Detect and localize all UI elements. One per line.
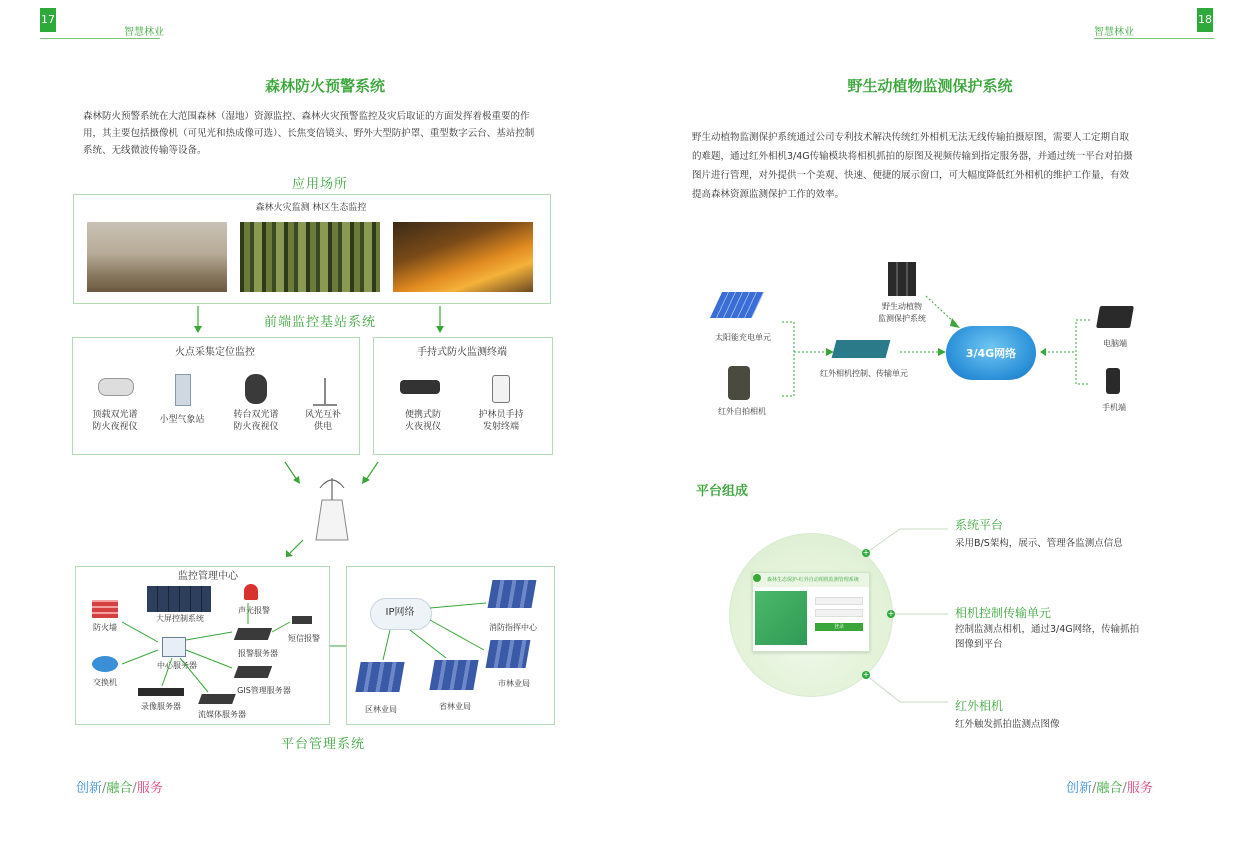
right-title: 野生动植物监测保护系统 <box>847 77 1013 95</box>
screen-logo-icon <box>753 574 761 582</box>
screen-login-button: 登录 <box>815 623 863 631</box>
platform-item-desc-line: 图像到平台 <box>955 639 1003 650</box>
platform-item-desc: 红外触发抓拍监测点图像 <box>955 719 1060 730</box>
ip-network-label: IP网络 <box>385 607 415 618</box>
left-intro-line: 用，其主要包括摄像机（可见光和热成像可选）、长焦变倍镜头、野外大型防护罩、重型数字云台、基站控制 <box>83 128 535 139</box>
device-label: 顶载双光谱 防火夜视仪 <box>92 410 138 432</box>
stream-server-icon <box>198 694 236 704</box>
right-intro-line: 图片进行管理，对外提供一个美观、快速、便捷的展示窗口，可大幅度降低红外相机的维护工作量，有效 <box>692 170 1130 181</box>
handheld-title: 手持式防火监测终端 <box>417 347 507 358</box>
footer-sep: / <box>1122 781 1127 796</box>
left-intro-line: 系统、无线微波传输等设备。 <box>83 145 207 156</box>
right-intro-line: 野生动植物监测保护系统通过公司专利技术解决传统红外相机无法无线传输拍摄原图，需要人工定期自取 <box>692 132 1130 143</box>
recorder-label: 录像服务器 <box>141 702 181 711</box>
dual-spectrum-camera-icon <box>98 378 134 396</box>
left-title: 森林防火预警系统 <box>264 77 385 95</box>
fire-smoke-photo <box>87 222 227 292</box>
solar-label: 太阳能充电单元 <box>715 333 771 342</box>
device-label: 转台双光谱 防火夜视仪 <box>233 410 279 432</box>
portable-night-vision-icon <box>400 380 440 394</box>
device-label: 风光互补 供电 <box>304 410 341 432</box>
footer-word-fusion: 融合 <box>106 781 133 796</box>
switch-label: 交换机 <box>93 678 117 687</box>
front-station-title: 前端监控基站系统 <box>263 315 376 330</box>
footer-sep: / <box>1092 781 1097 796</box>
footer-left <box>76 777 163 796</box>
platform-item-desc <box>955 622 1139 652</box>
center-server-label: 中心服务器 <box>157 661 197 670</box>
camera-label: 红外自拍相机 <box>718 407 766 416</box>
platform-item-name: 红外相机 <box>955 699 1004 713</box>
bigscreen-label: 大屏控制系统 <box>156 614 204 623</box>
footer-word-innovation: 创新 <box>76 781 103 796</box>
device-label: 便携式防 火夜视仪 <box>404 410 441 432</box>
alarm-server-icon <box>234 628 272 640</box>
brand-right: 智慧林业 <box>1094 27 1134 38</box>
fire-point-title: 火点采集定位监控 <box>175 347 255 358</box>
platform-screen <box>752 572 870 652</box>
screen-password-field <box>815 609 863 617</box>
province-building-icon <box>429 660 478 690</box>
handheld-terminal-icon <box>492 375 510 403</box>
firewall-icon <box>92 600 118 618</box>
sms-modem-icon <box>292 616 312 624</box>
left-intro <box>83 108 563 159</box>
pc-label: 电脑端 <box>1103 339 1127 348</box>
alarm-sound-label: 声光报警 <box>238 606 270 615</box>
header-line-right <box>1094 38 1214 39</box>
recorder-icon <box>138 688 184 696</box>
application-subtitle: 森林火灾监测 林区生态监控 <box>255 203 367 213</box>
platform-heading: 平台组成 <box>696 484 749 499</box>
gis-server-icon <box>234 666 272 678</box>
footer-word-innovation: 创新 <box>1066 781 1093 796</box>
footer-right <box>1066 777 1153 796</box>
plus-icon: + <box>862 670 870 679</box>
cloud-label: 3/4G网络 <box>965 347 1017 360</box>
page-number-left: 17 <box>40 8 56 32</box>
switch-icon <box>92 656 118 672</box>
wind-solar-icon <box>313 378 337 406</box>
screen-header: 森林生态保护-红外自动相机监测管理系统 <box>753 573 869 587</box>
left-intro-line: 森林防火预警系统在大范围森林（湿地）资源监控、森林火灾预警监控及灾后取证的方面发挥着极重要的作 <box>83 111 530 122</box>
signal-tower-icon <box>316 478 350 542</box>
right-intro <box>692 128 1172 204</box>
sms-label: 短信报警 <box>288 634 320 643</box>
phone-icon <box>1106 368 1120 394</box>
page-number-right: 18 <box>1197 8 1213 32</box>
footer-sep: / <box>132 781 137 796</box>
platform-links <box>0 0 1 1</box>
plus-icon: + <box>887 609 895 618</box>
platform-item-name: 系统平台 <box>955 518 1004 532</box>
control-board-icon <box>832 340 891 358</box>
weather-station-icon <box>175 374 191 406</box>
big-screen-icon <box>147 586 211 612</box>
fire-command-building-icon <box>488 580 537 608</box>
monitor-center-title: 监控管理中心 <box>178 571 238 582</box>
right-intro-line: 提高森林资源监测保护工作的效率。 <box>692 189 845 200</box>
city-building-icon <box>486 640 531 668</box>
application-title: 应用场所 <box>291 177 348 192</box>
footer-word-service: 服务 <box>1126 781 1153 796</box>
footer-word-fusion: 融合 <box>1096 781 1123 796</box>
plus-icon: + <box>862 548 870 557</box>
infrared-camera-icon <box>728 366 750 400</box>
district-label: 区林业局 <box>365 705 397 714</box>
fire-command-label: 消防指挥中心 <box>489 623 537 632</box>
footer-word-service: 服务 <box>136 781 163 796</box>
alarm-server-label: 报警服务器 <box>238 649 278 658</box>
solar-panel-icon <box>710 292 764 318</box>
turret-camera-icon <box>245 374 267 404</box>
platform-item-desc-line: 控制监测点相机，通过3/4G网络，传输抓拍 <box>955 624 1140 635</box>
brand-left: 智慧林业 <box>124 27 164 38</box>
gis-label: GIS管理服务器 <box>237 686 291 695</box>
province-label: 省林业局 <box>439 702 471 711</box>
alarm-light-icon <box>244 584 258 600</box>
firewall-label: 防火墙 <box>93 623 117 632</box>
header-line-left <box>40 38 160 39</box>
forest-photo <box>240 222 380 292</box>
footer-sep: / <box>102 781 107 796</box>
center-server-icon <box>162 637 186 657</box>
stream-label: 流媒体服务器 <box>198 710 246 719</box>
device-label: 护林员手持 发射终端 <box>478 410 524 432</box>
screen-username-field <box>815 597 863 605</box>
platform-item-name: 相机控制传输单元 <box>955 606 1052 620</box>
city-label: 市林业局 <box>498 679 530 688</box>
device-label: 小型气象站 <box>159 415 205 425</box>
phone-label: 手机端 <box>1102 403 1126 412</box>
platform-title-left: 平台管理系统 <box>280 737 365 752</box>
screen-banner <box>755 591 807 645</box>
district-building-icon <box>355 662 404 692</box>
laptop-icon <box>1096 306 1134 328</box>
system-label: 野生动植物 监测保护系统 <box>878 302 926 323</box>
platform-item-desc: 采用B/S架构，展示、管理各监测点信息 <box>955 538 1123 549</box>
server-rack-icon <box>888 262 916 296</box>
control-label: 红外相机控制、传输单元 <box>820 369 908 378</box>
forest-fire-photo <box>393 222 533 292</box>
right-intro-line: 的难题，通过红外相机3/4G传输模块将相机抓拍的原图及视频传输到指定服务器，并通过统一平台对拍摄 <box>692 151 1133 162</box>
